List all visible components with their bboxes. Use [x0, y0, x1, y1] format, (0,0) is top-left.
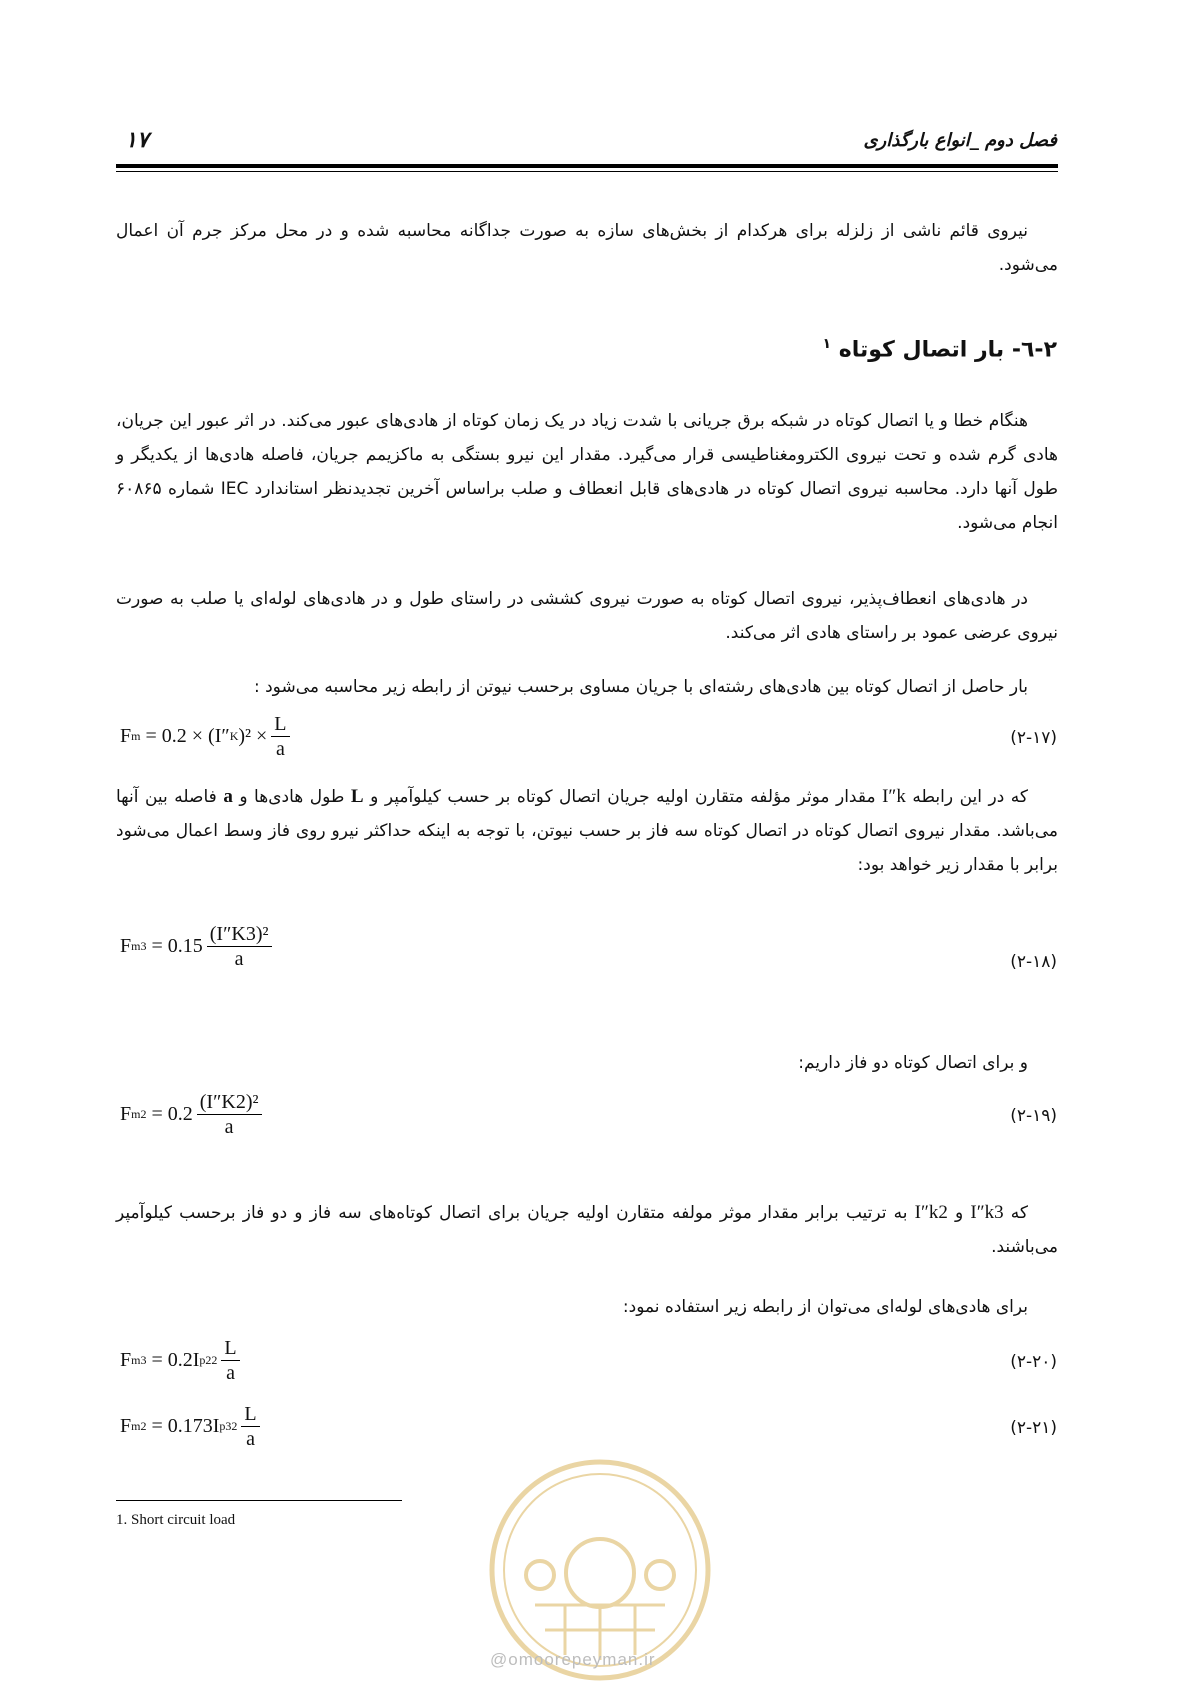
symbol-ik2: I″k2 — [914, 1202, 948, 1223]
fraction: $\frac{L}{a}$ — [271, 712, 289, 761]
fraction: $\frac{L}{a}$ — [241, 1402, 259, 1451]
symbol-a: a — [223, 786, 233, 807]
paragraph-short-circuit-intro: هنگام خطا و یا اتصال کوتاه در شبکه برق جریانی با شدت زیاد در یک زمان کوتاه از هادی‌های عبور می‌کند. در اثر عبور این جریان، هادی گرم شده و تحت نیروی الکترومغناطیسی قرار می‌گیرد. مقدار این نیرو بستگی به ماکزیمم جریان، فاصله هادی‌ها از یکدیگر و طول آنها دارد. محاسبه نیروی اتصال کوتاه در هادی‌های قابل انعطاف و صلب براساس آخرین تجدیدنظر استاندارد IEC شماره ۶۰۸۶۵ انجام می‌شود. — [116, 411, 1058, 533]
equation-18: F m3 = 0.15 $\frac{\text{(I″K3)²}}{a}$ — [120, 922, 276, 971]
footnote-ref: ۱ — [822, 336, 832, 352]
section-heading-text: ۲-٦- بار اتصال کوتاه — [838, 337, 1057, 363]
fraction: $\frac{\text{(I″K3)²}}{a}$ — [207, 922, 272, 971]
equation-19: F m2 = 0.2 $\frac{\text{(I″K2)²}}{a}$ — [120, 1090, 266, 1139]
section-heading — [823, 336, 1057, 362]
equation-17: F m = 0.2 × (I″ K )² × $\frac{L}{a}$ — [120, 712, 294, 761]
paragraph-tubular: برای هادی‌های لوله‌ای می‌توان از رابطه زیر استفاده نمود: — [622, 1297, 1028, 1317]
symbol-ik: I″k — [882, 786, 906, 807]
footnote-rule — [116, 1500, 402, 1501]
footnote: 1. Short circuit load — [116, 1512, 236, 1528]
paragraph-definitions: که در این رابطه I″k مقدار موثر مؤلفه متقارن اولیه جریان اتصال کوتاه بر حسب کیلوآمپر و L طول هادی‌ها و a فاصله بین آنها می‌باشد. مقدار نیروی اتصال کوتاه در اتصال کوتاه سه فاز بر حسب نیوتن، با توجه به اینکه حداکثر نیرو روی فاز وسط اعمال می‌شود برابر با مقدار زیر خواهد بود: — [116, 786, 1058, 875]
chapter-title: فصل دوم _انواع بارگذاری — [863, 130, 1057, 151]
header-rule-thin — [116, 171, 1058, 172]
symbol-l: L — [350, 786, 364, 807]
equation-number-17: (۲-۱۷) — [1010, 728, 1057, 748]
fraction: $\frac{L}{a}$ — [221, 1336, 239, 1385]
paragraph-stranded-conductors: بار حاصل از اتصال کوتاه بین هادی‌های رشته‌ای با جریان مساوی برحسب نیوتن از رابطه زیر محاسبه می‌شود : — [253, 677, 1028, 697]
paragraph-vertical-load: نیروی قائم ناشی از زلزله برای هرکدام از بخش‌های سازه به صورت جداگانه محاسبه شده و در محل مرکز جرم آن اعمال می‌شود. — [116, 221, 1058, 275]
paragraph-flexible-conductors: در هادی‌های انعطاف‌پذیر، نیروی اتصال کوتاه به صورت نیروی کششی در راستای طول و در هادی‌های لوله‌ای یا صلب به صورت نیروی عرضی عمود بر راستای هادی اثر می‌کند. — [116, 589, 1058, 643]
equation-number-20: (۲-۲۰) — [1010, 1352, 1057, 1372]
equation-20: F m3 = 0.2I p2 2 $\frac{L}{a}$ — [120, 1336, 244, 1385]
symbol-ik3: I″k3 — [970, 1202, 1004, 1223]
equation-number-18: (۲-۱۸) — [1010, 952, 1057, 972]
paragraph-ik3-ik2: که I″k3 و I″k2 به ترتیب برابر مقدار موثر مولفه متقارن اولیه جریان برای اتصال کوتاه‌های سه فاز و دو فاز برحسب کیلوآمپر می‌باشند. — [116, 1202, 1058, 1257]
equation-21: F m2 = 0.173I p3 2 $\frac{L}{a}$ — [120, 1402, 264, 1451]
page-number: ۱۷ — [125, 128, 149, 153]
header-rule — [116, 164, 1058, 168]
equation-number-19: (۲-۱۹) — [1010, 1106, 1057, 1126]
fraction: $\frac{\text{(I″K2)²}}{a}$ — [197, 1090, 262, 1139]
paragraph-two-phase: و برای اتصال کوتاه دو فاز داریم: — [798, 1053, 1028, 1073]
equation-number-21: (۲-۲۱) — [1010, 1418, 1057, 1438]
watermark: @omoorepeyman.ir — [490, 1650, 656, 1669]
